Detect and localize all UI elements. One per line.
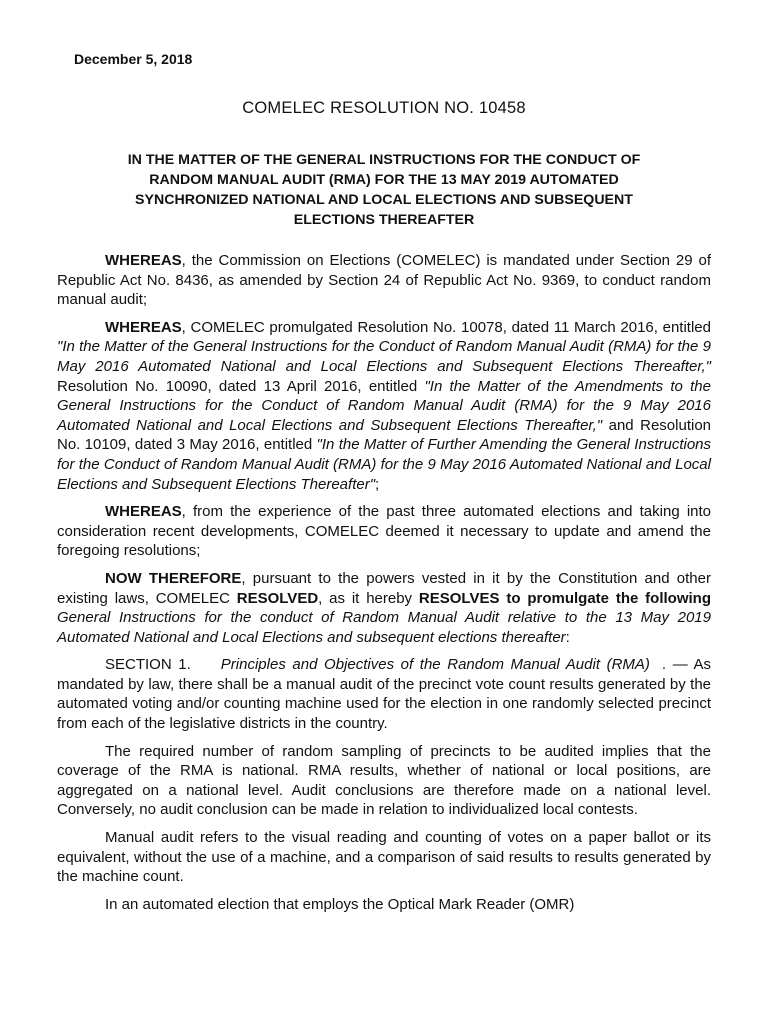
resolution-title: COMELEC RESOLUTION NO. 10458	[242, 99, 526, 117]
heading-line: IN THE MATTER OF THE GENERAL INSTRUCTIONS FOR THE CONDUCT OF	[127, 152, 641, 168]
section-1-paragraph	[57, 655, 711, 733]
resolution-heading	[80, 150, 688, 230]
resolution-citation: "In the Matter of the Amendments to the General Instructions for the Conduct of Random Manual Audit (RMA) for the 9 May 2016 Automated National and Local Elections and Subsequent Elections Thereafter,"	[57, 377, 711, 434]
resolves-keyword: RESOLVES to promulgate the following	[418, 589, 711, 607]
paragraph-text: , pursuant to the powers vested in it by the Constitution and other existing laws, COMELEC	[57, 569, 711, 607]
now-therefore-keyword: NOW THEREFORE	[105, 569, 242, 587]
paragraph-text: Resolution No. 10090, dated 13 April 2016, entitled	[57, 377, 425, 395]
coverage-paragraph: The required number of random sampling of precincts to be audited implies that the coverage of the RMA is national. RMA results, whether of national or local positions, are aggregated on a national level. Audit conclusions are therefore made on a national level. Conversely, no audit conclusion can be made in relation to individualized local contests.	[57, 742, 711, 819]
general-instructions-title: General Instructions for the conduct of Random Manual Audit relative to the 13 May 2019 Automated National and Local Elections and subsequent elections thereafter	[57, 609, 711, 646]
omr-paragraph: In an automated election that employs the Optical Mark Reader (OMR)	[105, 895, 575, 913]
document-date: December 5, 2018	[74, 51, 193, 67]
paragraph-text: , as it hereby	[318, 589, 419, 607]
whereas-keyword: WHEREAS	[105, 503, 182, 521]
section-label: SECTION 1.	[105, 656, 191, 674]
document-body	[57, 251, 711, 922]
paragraph-text: — As mandated by law, there shall be a manual audit of the precinct vote count results generated by the automated voting and/or counting machine used for the election in one randomly selected precinct from each of the legislative districts in the country.	[57, 656, 711, 733]
section-title-dot: .	[661, 656, 667, 674]
paragraph-text: , COMELEC promulgated Resolution No. 10078, dated 11 March 2016, entitled	[181, 318, 711, 336]
manual-audit-definition-paragraph: Manual audit refers to the visual reading and counting of votes on a paper ballot or its equivalent, without the use of a machine, and a comparison of said results to results generated by the machine count.	[57, 829, 711, 886]
resolution-citation: "In the Matter of the General Instructions for the Conduct of Random Manual Audit (RMA) for the 9 May 2016 Automated National and Local Elections and Subsequent Elections Thereafter,"	[57, 338, 711, 375]
whereas-keyword: WHEREAS	[105, 318, 182, 336]
heading-line: RANDOM MANUAL AUDIT (RMA) FOR THE 13 MAY 2019 AUTOMATED	[149, 172, 619, 188]
whereas-keyword: WHEREAS	[105, 252, 182, 269]
heading-line: ELECTIONS THEREAFTER	[293, 212, 475, 228]
paragraph-text: ;	[375, 475, 380, 493]
heading-line: SYNCHRONIZED NATIONAL AND LOCAL ELECTIONS AND SUBSEQUENT	[135, 192, 633, 208]
paragraph-text: and Resolution No. 10109, dated 3 May 2016, entitled	[57, 416, 711, 454]
whereas-paragraph-1	[57, 251, 711, 310]
whereas-paragraph-3	[57, 502, 711, 561]
paragraph-text: :	[565, 628, 570, 646]
resolved-keyword: RESOLVED	[236, 589, 319, 607]
resolution-citation: "In the Matter of Further Amending the General Instructions for the Conduct of Random Manual Audit (RMA) for the 9 May 2016 Automated National and Local Elections and Subsequent Elections Thereafter"	[57, 436, 712, 493]
whereas-paragraph-2	[57, 318, 711, 494]
now-therefore-paragraph	[57, 569, 711, 647]
paragraph-text: , the Commission on Elections (COMELEC) is mandated under Section 29 of Republic Act No. 8436, as amended by Section 24 of Republic Act No. 9369, to conduct random manual audit;	[57, 252, 711, 309]
paragraph-text: , from the experience of the past three automated elections and taking into consideration recent developments, COMELEC deemed it necessary to update and amend the foregoing resolutions;	[57, 503, 711, 560]
section-title: Principles and Objectives of the Random Manual Audit (RMA)	[220, 656, 650, 674]
